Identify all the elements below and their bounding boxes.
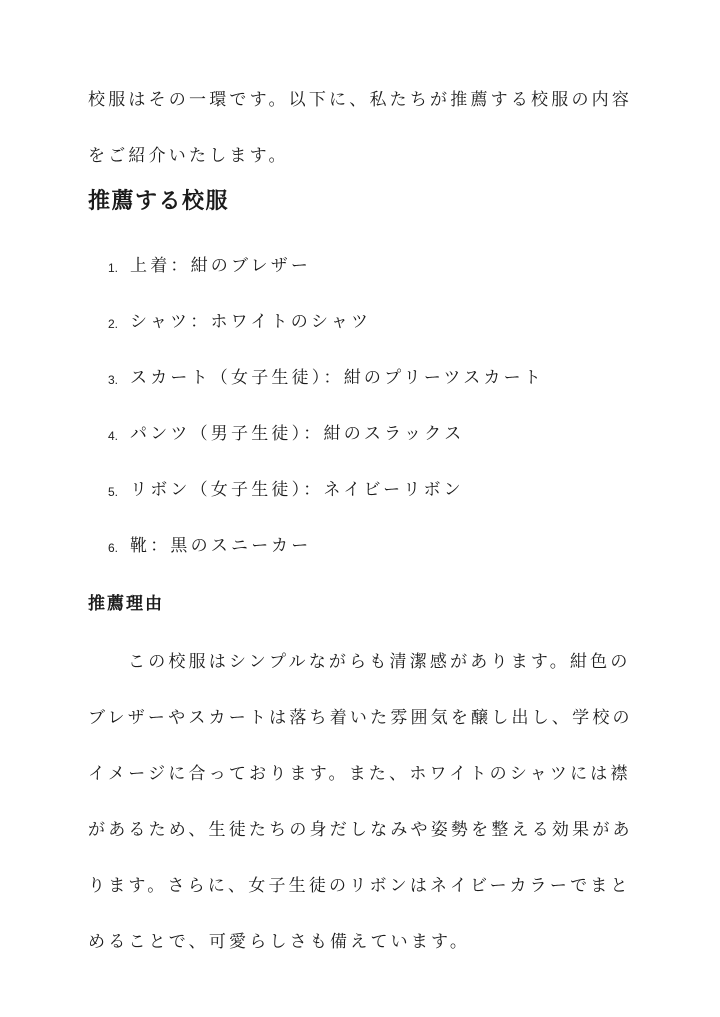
list-number: 1. bbox=[108, 261, 119, 275]
list-text: リボン（女子生徒）：ネイビーリボン bbox=[130, 480, 464, 500]
list-text: スカート（女子生徒）：紺のプリーツスカート bbox=[130, 368, 544, 388]
reason-paragraph: この校服はシンプルながらも清潔感があります。紺色のブレザーやスカートは落ち着いた雰囲気を醸し出し、学校のイメージに合っております。また、ホワイトのシャツには襟があるため、生徒たちの身だしなみや姿勢を整える効果があります。さらに、女子生徒のリボンはネイビーカラーでまとめることで、可愛らしさも備えています。 bbox=[88, 652, 633, 952]
list-text: シャツ：ホワイトのシャツ bbox=[130, 312, 372, 332]
list-number: 4. bbox=[108, 429, 119, 443]
list-number: 2. bbox=[108, 317, 119, 331]
list-number: 5. bbox=[108, 485, 119, 499]
intro-paragraph: 校服はその一環です。以下に、私たちが推薦する校服の内容をご紹介いたします。 bbox=[88, 90, 633, 166]
heading-recommended-uniform: 推薦する校服 bbox=[88, 188, 230, 214]
list-number: 3. bbox=[108, 373, 119, 387]
list-text: 上着：紺のブレザー bbox=[130, 256, 312, 276]
heading-reason: 推薦理由 bbox=[88, 594, 164, 614]
list-number: 6. bbox=[108, 541, 119, 555]
list-text: 靴：黒のスニーカー bbox=[130, 536, 312, 556]
list-text: パンツ（男子生徒）：紺のスラックス bbox=[130, 424, 465, 444]
